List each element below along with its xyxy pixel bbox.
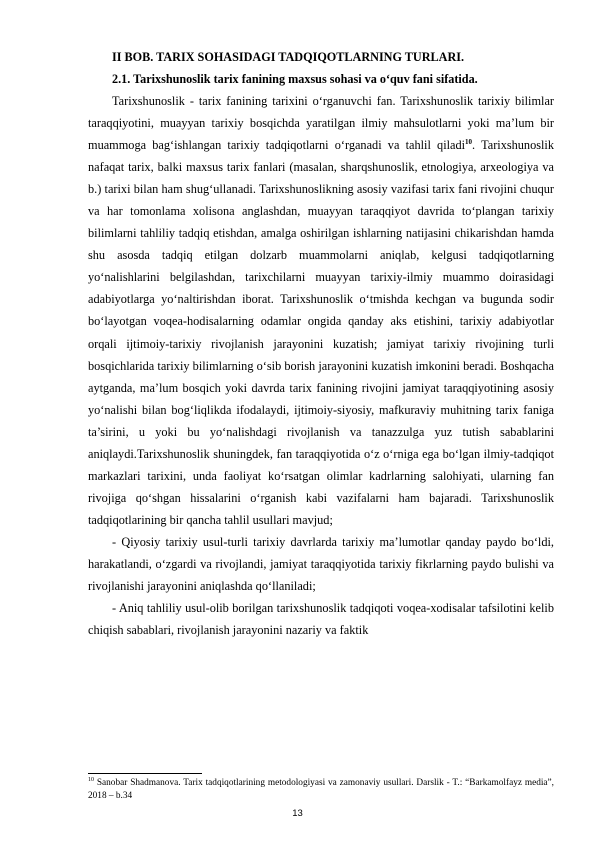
paragraph-1	[88, 90, 554, 531]
paragraph-1-text-a: Tarixshunoslik - tarix fanining tarixini o‘rganuvchi fan. Tarixshunoslik tarixiy bilimlar taraqqiyotini, muayyan tarixiy bosqichda yaratilgan ilmiy mahsulotlarni yoki ma’lum bir muammoga bag‘ishlangan tarixiy tadqiqotlarni o‘rganadi va tahlil qiladi	[88, 94, 554, 153]
footnote-reference[interactable]: 10	[465, 138, 473, 146]
page-number: 13	[292, 808, 303, 819]
paragraph-2: - Qiyosiy tarixiy usul-turli tarixiy davrlarda tarixiy ma’lumotlar qanday paydo bo‘ldi, harakatlandi, o‘zgardi va rivojlandi, jamiyat taraqqiyotida tarixiy fikrlarning paydo bulishi va rivojlanishi jarayonini aniqlashda qo‘llaniladi;	[88, 534, 554, 594]
footnote-divider	[88, 773, 202, 774]
section-heading: 2.1. Tarixshunoslik tarix fanining maxsus sohasi va o‘quv fani sifatida.	[112, 72, 478, 86]
footnote-text: Sanobar Shadmanova. Tarix tadqiqotlarining metodologiyasi va zamonaviy usullari. Darslik - T.: “Barkamolfayz media”, 2018 – b.34	[88, 778, 554, 801]
footnote	[88, 777, 554, 802]
page-content	[88, 46, 554, 641]
paragraph-3: - Aniq tahliliy usul-olib borilgan tarixshunoslik tadqiqoti voqea-xodisalar tafsilotini kelib chiqish sabablari, rivojlanish jarayonini nazariy va faktik	[88, 601, 554, 638]
footnote-number: 10	[88, 776, 94, 783]
chapter-heading: II BOB. TARIX SOHASIDAGI TADQIQOTLARNING TURLARI.	[112, 50, 465, 64]
paragraph-1-text-b: . Tarixshunoslik nafaqat tarix, balki maxsus tarix fanlari (masalan, sharqshunoslik, etnologiya, arxeologiya va b.) tarixi bilan ham shug‘ullanadi. Tarixshunoslikning asosiy vazifasi tarix fani rivojini chuqur va har tomonlama xolisona anglashdan, muayyan taraqqiyot davrida to‘plangan tarixiy bilimlarni tahliliy tadqiq etishdan, amalga oshirilgan ishlarning natijasini chikarishdan hamda shu asosda tadqiq etilgan dolzarb muammolarni aniqlab, kelgusi tadqiqotlarning yo‘nalishlarini belgilashdan, tarixchilarni muayyan tarixiy-ilmiy muammo doirasidagi adabiyotlarga yo‘naltirishdan iborat. Tarixshunoslik o‘tmishda kechgan va bugunda sodir bo‘layotgan voqea-hodisalarning odamlar ongida qanday aks etishini, tarixiy adabiyotlar orqali ijtimoiy-tarixiy rivojlanish jarayonini kuzatish; jamiyat tarixiy rivojining turli bosqichlarida tarixiy bilimlarning o‘sib borish jarayonini kuzatish imkonini beradi. Boshqacha aytganda, ma’lum bosqich yoki davrda tarix fanining rivojini jamiyat taraqqiyotining asosiy yo‘nalishi bilan bog‘liqlikda ifodalaydi, ijtimoiy-siyosiy, mafkuraviy muhitning tarix faniga ta’sirini, u yoki bu yo‘nalishdagi rivojlanish va tanazzulga yuz tutish sabablarini aniqlaydi.Tarixshunoslik shuningdek, fan taraqqiyotida o‘z o‘rniga ega bo‘lgan ilmiy-tadqiqot markazlari tarixini, unda faoliyat ko‘rsatgan olimlar kadrlarning salohiyati, ularning fan rivojiga qo‘shgan hissalarini o‘rganish kabi vazifalarni ham bajaradi. Tarixshunoslik tadqiqotlarining bir qancha tahlil usullari mavjud;	[88, 138, 555, 527]
